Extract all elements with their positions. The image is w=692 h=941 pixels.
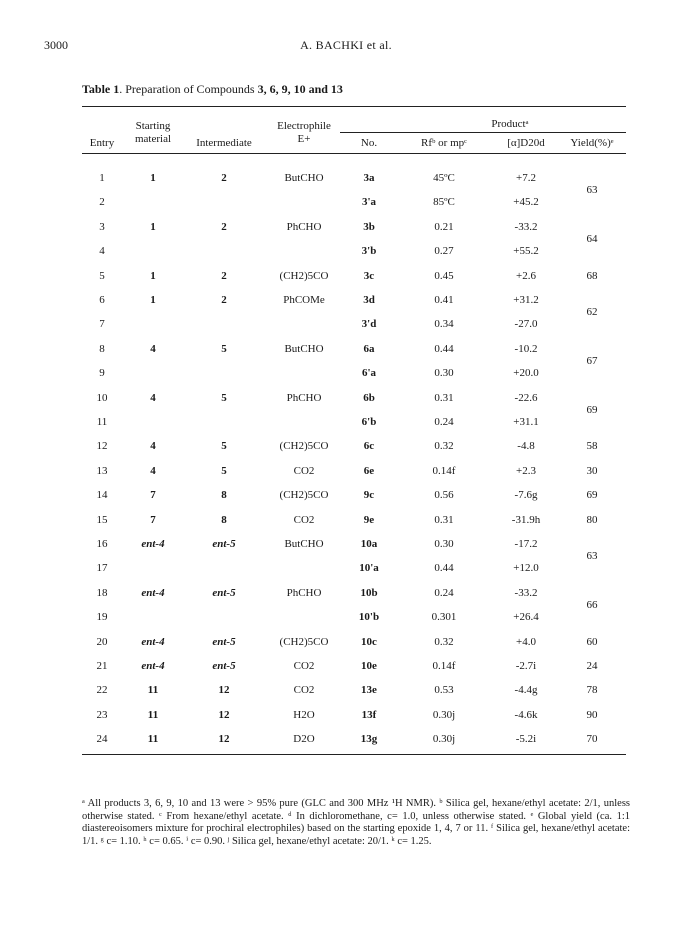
cell-yield: 24 bbox=[586, 660, 598, 672]
cell-rf: 0.30 bbox=[434, 538, 454, 550]
cell-no: 10b bbox=[360, 586, 378, 599]
cell-rf: 0.41 bbox=[434, 294, 454, 306]
cell-entry: 8 bbox=[99, 342, 105, 355]
cell-no: 3'b bbox=[361, 245, 377, 258]
cell-alpha: -4.8 bbox=[517, 440, 535, 453]
cell-inter: 5 bbox=[221, 440, 227, 453]
cell-start: 1 bbox=[150, 220, 156, 233]
cell-entry: 20 bbox=[96, 635, 108, 648]
cell-inter: ent-5 bbox=[212, 635, 236, 648]
cell-alpha: +12.0 bbox=[513, 562, 539, 575]
cell-entry: 14 bbox=[96, 489, 108, 502]
cell-alpha: -33.2 bbox=[514, 586, 538, 599]
cell-no: 6e bbox=[363, 464, 375, 477]
cell-yield: 69 bbox=[586, 403, 598, 416]
cell-alpha: +2.6 bbox=[516, 269, 536, 282]
cell-alpha: -22.6 bbox=[514, 391, 538, 404]
cell-inter: 5 bbox=[221, 342, 227, 355]
header-starting-line2: material bbox=[134, 133, 172, 145]
cell-alpha: +4.0 bbox=[516, 635, 536, 648]
header-yield: Yield(%)ᵉ bbox=[570, 137, 614, 149]
cell-alpha: +31.2 bbox=[513, 294, 539, 306]
cell-alpha: -10.2 bbox=[514, 342, 538, 355]
header-bottom-rule bbox=[82, 153, 626, 154]
cell-entry: 6 bbox=[99, 294, 105, 306]
cell-rf: 0.14f bbox=[432, 464, 456, 477]
cell-rf: 0.44 bbox=[434, 342, 454, 355]
cell-alpha: -33.2 bbox=[514, 220, 538, 233]
cell-alpha: -4.4g bbox=[514, 684, 538, 697]
cell-entry: 17 bbox=[96, 562, 108, 575]
cell-rf: 0.45 bbox=[434, 269, 454, 282]
cell-elec: (CH2)5CO bbox=[279, 489, 329, 502]
cell-inter: 12 bbox=[218, 733, 230, 746]
cell-yield: 63 bbox=[586, 550, 598, 563]
cell-yield: 30 bbox=[586, 464, 598, 477]
cell-alpha: -27.0 bbox=[514, 318, 538, 331]
cell-inter: 2 bbox=[221, 294, 227, 306]
cell-yield: 78 bbox=[586, 684, 598, 697]
cell-no: 6b bbox=[363, 391, 375, 404]
cell-start: 4 bbox=[150, 440, 156, 453]
cell-inter: ent-5 bbox=[212, 586, 236, 599]
cell-elec: CO2 bbox=[293, 513, 315, 526]
cell-elec: PhCOMe bbox=[283, 294, 325, 306]
cell-rf: 0.24 bbox=[434, 416, 454, 428]
cell-elec: H2O bbox=[293, 708, 315, 721]
cell-rf: 0.31 bbox=[434, 391, 454, 404]
cell-entry: 5 bbox=[99, 269, 105, 282]
cell-start: 11 bbox=[147, 684, 159, 697]
cell-rf: 0.56 bbox=[434, 489, 454, 502]
cell-elec: CO2 bbox=[293, 684, 315, 697]
cell-rf: 45ºC bbox=[433, 172, 455, 184]
cell-yield: 64 bbox=[586, 233, 598, 245]
cell-entry: 21 bbox=[96, 660, 108, 672]
cell-yield: 58 bbox=[586, 440, 598, 453]
cell-no: 6'a bbox=[361, 367, 377, 380]
cell-entry: 16 bbox=[96, 538, 108, 550]
header-electrophile-line1: Electrophile bbox=[277, 120, 331, 132]
cell-entry: 3 bbox=[99, 220, 105, 233]
cell-no: 3a bbox=[363, 172, 375, 184]
header-alpha: [α]D20d bbox=[507, 137, 545, 149]
cell-start: 1 bbox=[150, 172, 156, 184]
cell-alpha: -4.6k bbox=[514, 708, 538, 721]
cell-rf: 0.301 bbox=[431, 611, 457, 624]
header-rf: Rfᵇ or mpᶜ bbox=[421, 137, 467, 149]
cell-start: 4 bbox=[150, 391, 156, 404]
cell-no: 3b bbox=[363, 220, 375, 233]
cell-no: 10'a bbox=[359, 562, 379, 575]
cell-inter: 5 bbox=[221, 464, 227, 477]
cell-yield: 69 bbox=[586, 489, 598, 502]
cell-start: 1 bbox=[150, 294, 156, 306]
cell-no: 13g bbox=[360, 733, 378, 746]
table-bottom-rule bbox=[82, 754, 626, 755]
table-footnote: ᵃ All products 3, 6, 9, 10 and 13 were > 95% pure (GLC and 300 MHz ¹H NMR). ᵇ Silica gel, hexane/ethyl acetate: 2/1, unless otherwise stated. ᶜ From hexane/ethyl acetate. ᵈ In dichloromethane, c= 1.0, unless otherwise stated. ᵉ Global yield (ca. 1:1 diastereoisomers mixture for prochiral electrophiles) based on the starting epoxide 1, 4, 7 or 11. ᶠ Silica gel, hexane/ethyl acetate: 1/1. ᵍ c= 1.10. ʰ c= 0.65. ⁱ c= 0.90. ʲ Silica gel, hexane/ethyl acetate: 20/1. ᵏ c= 1.25. bbox=[82, 798, 630, 847]
cell-rf: 85ºC bbox=[433, 196, 455, 209]
cell-alpha: -5.2i bbox=[515, 733, 537, 746]
cell-rf: 0.32 bbox=[434, 635, 454, 648]
cell-inter: ent-5 bbox=[212, 538, 236, 550]
cell-entry: 15 bbox=[96, 513, 108, 526]
cell-elec: ButCHO bbox=[284, 538, 324, 550]
cell-alpha: +31.1 bbox=[513, 416, 539, 428]
cell-no: 13e bbox=[361, 684, 377, 697]
cell-alpha: +7.2 bbox=[516, 172, 536, 184]
cell-no: 9c bbox=[363, 489, 375, 502]
cell-rf: 0.34 bbox=[434, 318, 454, 331]
cell-inter: 2 bbox=[221, 172, 227, 184]
cell-yield: 67 bbox=[586, 355, 598, 367]
page-number: 3000 bbox=[44, 38, 68, 52]
cell-inter: ent-5 bbox=[212, 660, 236, 672]
cell-start: ent-4 bbox=[141, 538, 165, 550]
cell-entry: 22 bbox=[96, 684, 108, 697]
cell-yield: 62 bbox=[586, 306, 598, 319]
cell-no: 10a bbox=[360, 538, 378, 550]
cell-rf: 0.30j bbox=[432, 733, 456, 746]
cell-no: 3'a bbox=[361, 196, 377, 209]
cell-elec: PhCHO bbox=[286, 586, 322, 599]
cell-entry: 18 bbox=[96, 586, 108, 599]
cell-entry: 11 bbox=[96, 416, 108, 428]
cell-no: 6a bbox=[363, 342, 375, 355]
cell-alpha: -2.7i bbox=[515, 660, 537, 672]
cell-rf: 0.32 bbox=[434, 440, 454, 453]
cell-alpha: +45.2 bbox=[513, 196, 539, 209]
cell-yield: 80 bbox=[586, 513, 598, 526]
header-electrophile bbox=[264, 120, 344, 146]
running-head: A. BACHKI et al. bbox=[300, 38, 392, 52]
cell-start: 4 bbox=[150, 464, 156, 477]
products-rule bbox=[340, 132, 626, 133]
cell-no: 13f bbox=[361, 708, 377, 721]
caption-compounds: 3, 6, 9, 10 and 13 bbox=[257, 82, 343, 96]
cell-inter: 12 bbox=[218, 684, 230, 697]
cell-no: 9e bbox=[363, 513, 375, 526]
cell-rf: 0.44 bbox=[434, 562, 454, 575]
cell-inter: 8 bbox=[221, 489, 227, 502]
header-no: No. bbox=[360, 137, 378, 149]
cell-elec: (CH2)5CO bbox=[279, 269, 329, 282]
cell-inter: 5 bbox=[221, 391, 227, 404]
cell-rf: 0.14f bbox=[432, 660, 456, 672]
cell-alpha: +2.3 bbox=[516, 464, 536, 477]
cell-start: 11 bbox=[147, 733, 159, 746]
header-electrophile-line2: E+ bbox=[297, 133, 311, 145]
cell-inter: 12 bbox=[218, 708, 230, 721]
cell-rf: 0.53 bbox=[434, 684, 454, 697]
cell-elec: (CH2)5CO bbox=[279, 440, 329, 453]
cell-rf: 0.27 bbox=[434, 245, 454, 258]
cell-elec: CO2 bbox=[293, 464, 315, 477]
cell-yield: 60 bbox=[586, 635, 598, 648]
cell-entry: 23 bbox=[96, 708, 108, 721]
cell-inter: 8 bbox=[221, 513, 227, 526]
cell-rf: 0.30j bbox=[432, 708, 456, 721]
cell-no: 10e bbox=[361, 660, 377, 672]
cell-start: 7 bbox=[150, 513, 156, 526]
cell-start: ent-4 bbox=[141, 660, 165, 672]
cell-start: 1 bbox=[150, 269, 156, 282]
cell-rf: 0.24 bbox=[434, 586, 454, 599]
header-starting-material bbox=[122, 120, 184, 146]
cell-entry: 10 bbox=[96, 391, 108, 404]
table-caption bbox=[82, 82, 343, 97]
cell-elec: CO2 bbox=[293, 660, 315, 672]
cell-yield: 66 bbox=[586, 599, 598, 611]
cell-start: ent-4 bbox=[141, 586, 165, 599]
cell-entry: 13 bbox=[96, 464, 108, 477]
cell-entry: 4 bbox=[99, 245, 105, 258]
cell-start: 11 bbox=[147, 708, 159, 721]
cell-no: 10'b bbox=[358, 611, 380, 624]
cell-entry: 12 bbox=[96, 440, 108, 453]
cell-elec: PhCHO bbox=[286, 391, 322, 404]
cell-yield: 70 bbox=[586, 733, 598, 746]
cell-alpha: +20.0 bbox=[513, 367, 539, 380]
cell-inter: 2 bbox=[221, 220, 227, 233]
cell-alpha: -31.9h bbox=[511, 513, 541, 526]
cell-elec: D2O bbox=[293, 733, 315, 746]
header-entry: Entry bbox=[89, 137, 115, 149]
cell-no: 10c bbox=[361, 635, 377, 648]
cell-entry: 24 bbox=[96, 733, 108, 746]
cell-elec: ButCHO bbox=[284, 342, 324, 355]
header-products: Productᵃ bbox=[491, 118, 529, 130]
cell-rf: 0.30 bbox=[434, 367, 454, 380]
cell-elec: (CH2)5CO bbox=[279, 635, 329, 648]
cell-entry: 7 bbox=[99, 318, 105, 331]
cell-start: 4 bbox=[150, 342, 156, 355]
cell-entry: 19 bbox=[96, 611, 108, 624]
cell-entry: 2 bbox=[99, 196, 105, 209]
cell-yield: 63 bbox=[586, 184, 598, 197]
cell-inter: 2 bbox=[221, 269, 227, 282]
table-top-rule bbox=[82, 106, 626, 107]
header-starting-line1: Starting bbox=[135, 120, 171, 132]
cell-elec: PhCHO bbox=[286, 220, 322, 233]
cell-alpha: +55.2 bbox=[513, 245, 539, 258]
cell-no: 3d bbox=[363, 294, 375, 306]
cell-start: ent-4 bbox=[141, 635, 165, 648]
cell-no: 6c bbox=[363, 440, 375, 453]
cell-no: 3c bbox=[363, 269, 375, 282]
cell-alpha: -7.6g bbox=[514, 489, 538, 502]
cell-alpha: +26.4 bbox=[513, 611, 539, 624]
cell-no: 6'b bbox=[361, 416, 377, 428]
cell-yield: 68 bbox=[586, 269, 598, 282]
caption-label: Table 1 bbox=[82, 82, 120, 96]
cell-elec: ButCHO bbox=[284, 172, 324, 184]
cell-rf: 0.21 bbox=[434, 220, 454, 233]
cell-start: 7 bbox=[150, 489, 156, 502]
caption-text: . Preparation of Compounds bbox=[119, 82, 258, 96]
cell-yield: 90 bbox=[586, 708, 598, 721]
cell-entry: 9 bbox=[99, 367, 105, 380]
header-intermediate: Intermediate bbox=[196, 137, 252, 149]
cell-no: 3'd bbox=[361, 318, 377, 331]
cell-entry: 1 bbox=[99, 172, 105, 184]
cell-alpha: -17.2 bbox=[514, 538, 538, 550]
cell-rf: 0.31 bbox=[434, 513, 454, 526]
